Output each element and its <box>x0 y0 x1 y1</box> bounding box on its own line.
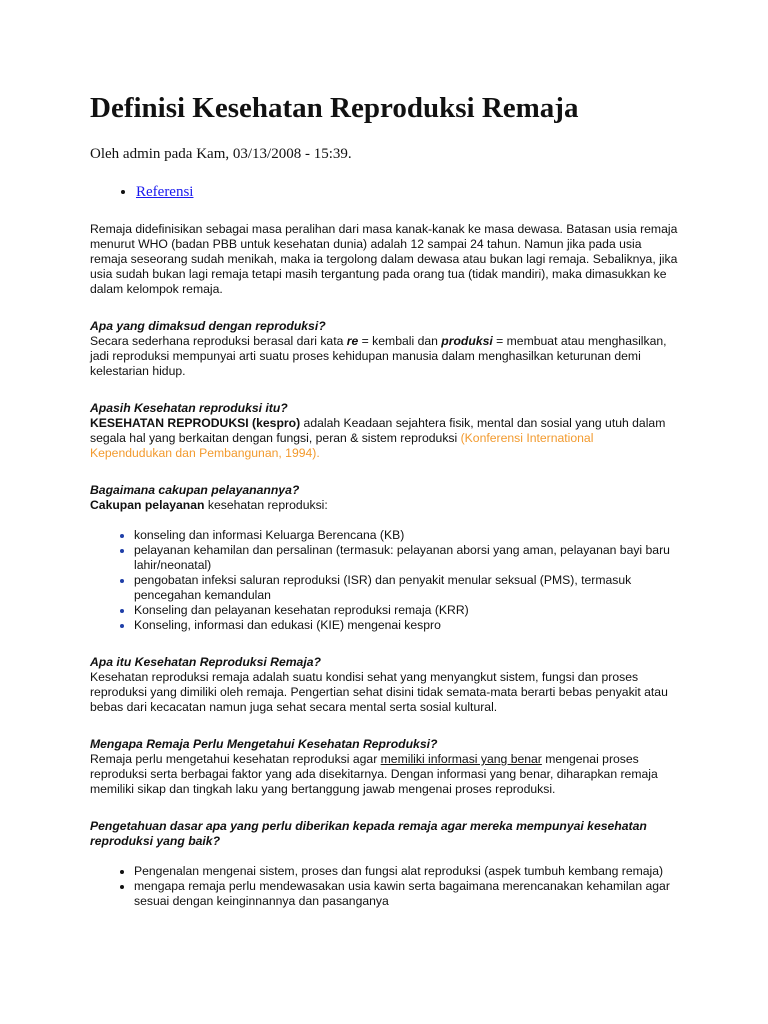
list-item: • Pengenalan mengenai sistem, proses dan fungsi alat reproduksi (aspek tumbuh kembang remaja) <box>134 864 678 879</box>
section-kespro <box>90 401 678 461</box>
answer-text: Secara sederhana reproduksi berasal dari kata <box>90 334 347 348</box>
reference-list <box>90 183 678 201</box>
term-kespro: KESEHATAN REPRODUKSI (kespro) <box>90 416 301 430</box>
answer-text: = membuat atau menghasilkan, jadi reproduksi mempunyai arti suatu proses kehidupan manusia dalam menghasilkan keturunan demi kelestarian hidup. <box>90 334 667 378</box>
section-question: Apa itu Kesehatan Reproduksi Remaja? <box>90 655 321 669</box>
term-produksi: produksi <box>441 334 493 348</box>
list-item <box>136 183 678 201</box>
section-reproduksi <box>90 319 678 379</box>
reference-link[interactable]: Referensi <box>136 184 194 200</box>
list-item: • Konseling, informasi dan edukasi (KIE) mengenai kespro <box>134 618 678 633</box>
list-item: • konseling dan informasi Keluarga Berencana (KB) <box>134 528 678 543</box>
page-title: Definisi Kesehatan Reproduksi Remaja <box>90 92 579 124</box>
list-item: • pengobatan infeksi saluran reproduksi (ISR) dan penyakit menular seksual (PMS), termasuk pencegahan kemandulan <box>134 573 678 603</box>
intro-paragraph: Remaja didefinisikan sebagai masa peralihan dari masa kanak-kanak ke masa dewasa. Batasan usia remaja menurut WHO (badan PBB untuk kesehatan dunia) adalah 12 sampai 24 tahun. Namun jika pada usia remaja seseorang sudah menikah, maka ia tergolong dalam dewasa atau bukan lagi remaja. Sebaliknya, jika usia sudah bukan lagi remaja tetapi masih tergantung pada orang tua (tidak mandiri), maka dimasukkan ke dalam kelompok remaja. <box>90 222 678 296</box>
section-answer <box>90 334 678 379</box>
section-answer <box>90 416 678 461</box>
term-cakupan: Cakupan pelayanan <box>90 498 205 512</box>
answer-text: mengenai proses reproduksi serta berbagai faktor yang ada disekitarnya. Dengan informasi yang benar, diharapkan remaja memiliki sikap dan tingkah laku yang bertanggung jawab mengenai proses reproduksi. <box>90 752 658 796</box>
section-answer <box>90 498 678 513</box>
section-answer <box>90 752 678 797</box>
knowledge-list <box>90 864 678 909</box>
answer-text: Remaja perlu mengetahui kesehatan reproduksi agar <box>90 752 381 766</box>
list-item: • mengapa remaja perlu mendewasakan usia kawin serta bagaimana merencanakan kehamilan agar sesuai dengan keinginnannya dan pasanganya <box>134 879 678 909</box>
section-krr <box>90 655 678 715</box>
section-cakupan <box>90 483 678 633</box>
citation: (Konferensi International Kependudukan dan Pembangunan, 1994). <box>90 431 594 460</box>
service-list <box>90 528 678 633</box>
section-mengapa <box>90 737 678 797</box>
section-question: Apa yang dimaksud dengan reproduksi? <box>90 319 326 333</box>
list-item: • pelayanan kehamilan dan persalinan (termasuk: pelayanan aborsi yang aman, pelayanan bayi baru lahir/neonatal) <box>134 543 678 573</box>
answer-text: kesehatan reproduksi: <box>204 498 328 512</box>
section-question: Pengetahuan dasar apa yang perlu diberikan kepada remaja agar mereka mempunyai kesehatan reproduksi yang baik? <box>90 819 647 848</box>
answer-text: adalah Keadaan sejahtera fisik, mental dan sosial yang utuh dalam segala hal yang berkaitan dengan fungsi, peran & sistem reproduksi <box>90 416 666 445</box>
section-question: Mengapa Remaja Perlu Mengetahui Kesehatan Reproduksi? <box>90 737 438 751</box>
section-question: Bagaimana cakupan pelayanannya? <box>90 483 300 497</box>
underlined-phrase: memiliki informasi yang benar <box>380 752 542 766</box>
section-answer: Kesehatan reproduksi remaja adalah suatu kondisi sehat yang menyangkut sistem, fungsi dan proses reproduksi yang dimiliki oleh remaja. Pengertian sehat disini tidak semata-mata berarti bebas penyakit atau bebas dari kecacatan namun juga sehat secara mental serta sosial kultural. <box>90 670 668 714</box>
list-item: • Konseling dan pelayanan kesehatan reproduksi remaja (KRR) <box>134 603 678 618</box>
section-question: Apasih Kesehatan reproduksi itu? <box>90 401 288 415</box>
byline: Oleh admin pada Kam, 03/13/2008 - 15:39. <box>90 146 352 162</box>
section-pengetahuan <box>90 819 678 909</box>
answer-text: = kembali dan <box>358 334 442 348</box>
term-re: re <box>346 334 359 348</box>
